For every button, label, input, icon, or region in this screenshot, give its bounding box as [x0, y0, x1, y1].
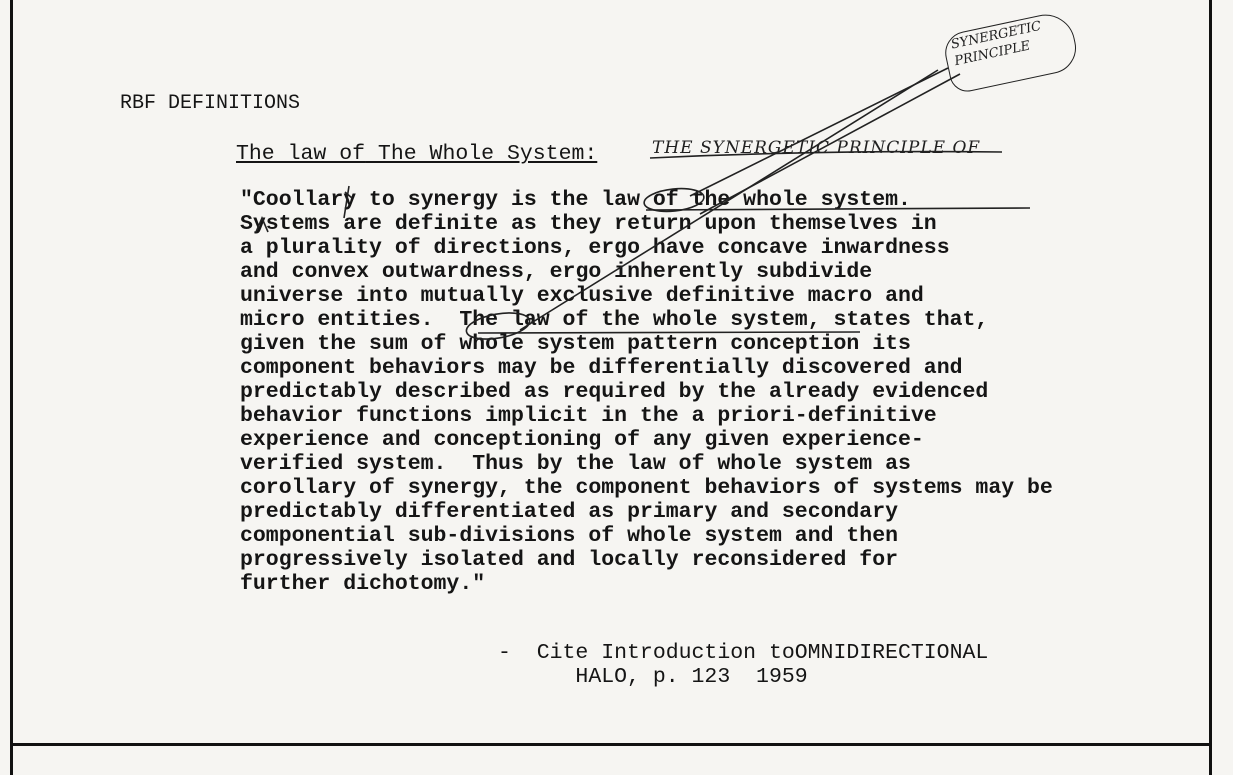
frame-left-border [10, 0, 13, 775]
frame-bottom-border [10, 743, 1212, 746]
definition-quote: "Coollary to synergy is the law of the whole system. Systems are definite as they return upon themselves in a plurality of directions, ergo have concave inwardness and convex outwardness, ergo inherently subdivide universe into mutually exclusive definitive macro and micro entities. The law of the whole system, states that, given the sum of whole system pattern conception its component behaviors may be differentially discovered and predictably described as required by the already evidenced behavior functions implicit in the a priori-definitive experience and conceptioning of any given experience- verified system. Thus by the law of whole system as corollary of synergy, the component behaviors of systems may be predictably differentiated as primary and secondary componential sub-divisions of whole system and then progressively isolated and locally reconsidered for further dichotomy." [240, 188, 1053, 596]
heading-text: The Whole System: [365, 142, 598, 166]
handwritten-title: THE SYNERGETIC PRINCIPLE OF [652, 138, 981, 158]
citation: - Cite Introduction toOMNIDIRECTIONAL HALO, p. 123 1959 [498, 641, 989, 689]
definition-heading [236, 142, 597, 166]
document-header: RBF DEFINITIONS [120, 92, 301, 115]
handwritten-note-text: SYNERGETIC PRINCIPLE [949, 18, 1043, 70]
struck-through-text: The law of [236, 142, 366, 166]
connector-line-1 [690, 68, 948, 196]
frame-right-border [1209, 0, 1212, 775]
